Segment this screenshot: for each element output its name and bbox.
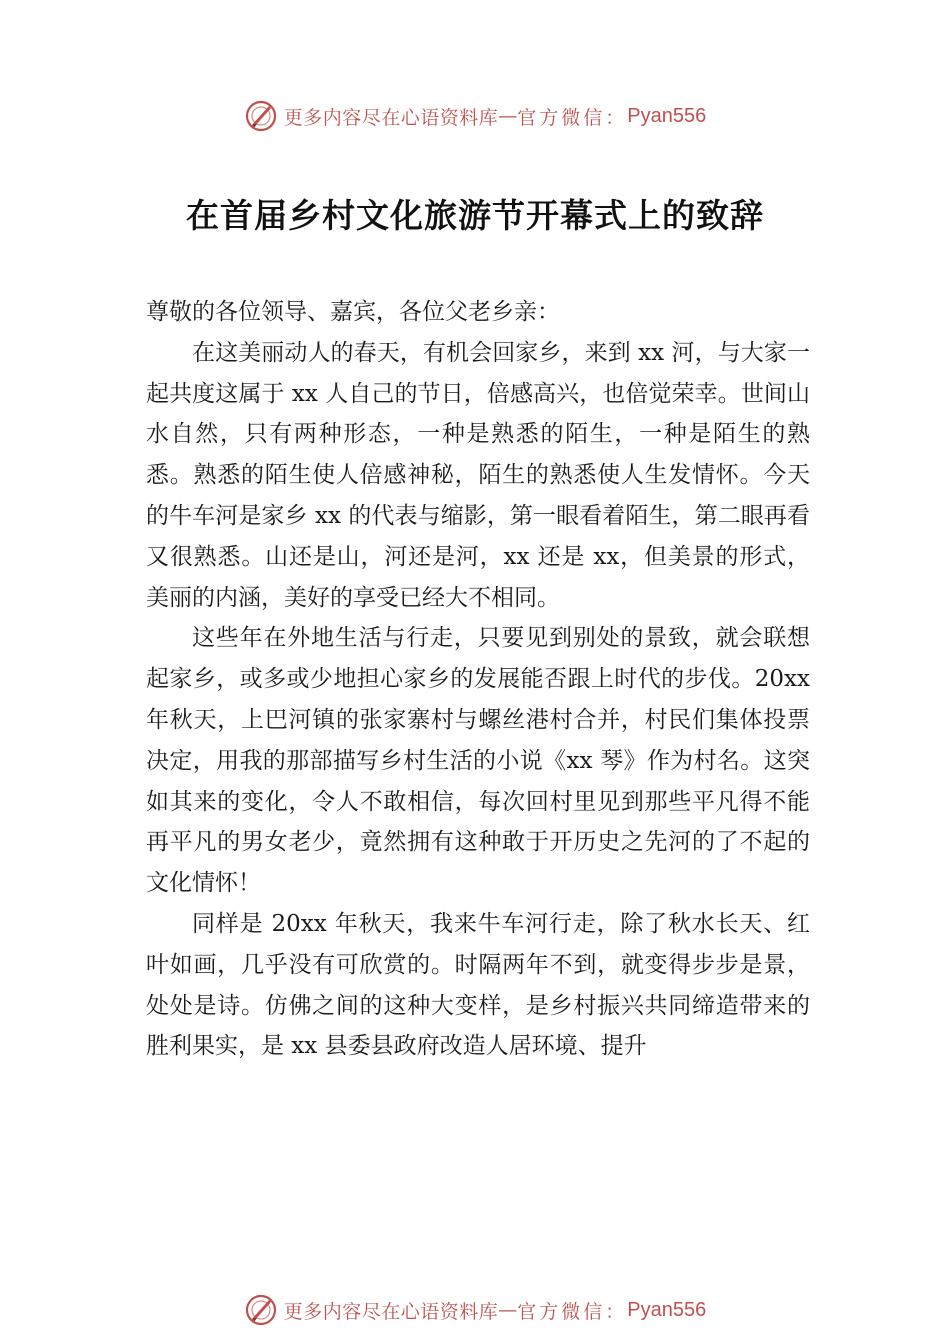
banner-wechat-id: Pyan556 [627, 104, 707, 127]
banner-official-label: 官方微信： [517, 106, 628, 129]
quill-pen-logo-icon [244, 1293, 278, 1327]
banner-wechat-id: Pyan556 [627, 1298, 707, 1321]
document-title: 在首届乡村文化旅游节开幕式上的致辞 [186, 196, 764, 235]
paragraph-1: 在这美丽动人的春天，有机会回家乡，来到 xx 河，与大家一起共度这属于 xx 人自己的节日，倍感高兴，也倍觉荣幸。世间山水自然，只有两种形态，一种是熟悉的陌生，一种是陌生的熟悉。熟悉的陌生使人倍感神秘，陌生的熟悉使人生发情怀。今天的牛车河是家乡 xx 的代表与缩影，第一眼看着陌生，第二眼再看又很熟悉。山还是山，河还是河，xx 还是 xx，但美景的形式，美丽的内涵，美好的享受已经大不相同。 [146, 339, 810, 611]
salutation: 尊敬的各位领导、嘉宾，各位父老乡亲： [146, 299, 560, 325]
banner-official-label: 官方微信： [517, 1300, 628, 1323]
banner-dash: — [498, 105, 518, 127]
quill-pen-logo-icon [244, 99, 278, 133]
paragraph-3: 同样是 20xx 年秋天，我来牛车河行走，除了秋水长天、红叶如画，几乎没有可欣赏的。时隔两年不到，就变得步步是景，处处是诗。仿佛之间的这种大变样，是乡村振兴共同缔造带来的胜利果实，是 xx 县委县政府改造人居环境、提升 [146, 910, 810, 1060]
header-banner [0, 96, 950, 136]
banner-text: 更多内容尽在心语资料库 [283, 106, 499, 129]
paragraph-2: 这些年在外地生活与行走，只要见到别处的景致，就会联想起家乡，或多或少地担心家乡的发展能否跟上时代的步伐。20xx 年秋天，上巴河镇的张家寨村与螺丝港村合并，村民们集体投票决定，用我的那部描写乡村生活的小说《xx 琴》作为村名。这突如其来的变化，令人不敢相信，每次回村里见到那些平凡得不能再平凡的男女老少，竟然拥有这种敢于开历史之先河的了不起的文化情怀！ [146, 625, 810, 897]
banner-text: 更多内容尽在心语资料库 [283, 1300, 499, 1323]
document-body [146, 292, 810, 1067]
footer-banner [0, 1290, 950, 1330]
banner-dash: — [498, 1299, 518, 1321]
